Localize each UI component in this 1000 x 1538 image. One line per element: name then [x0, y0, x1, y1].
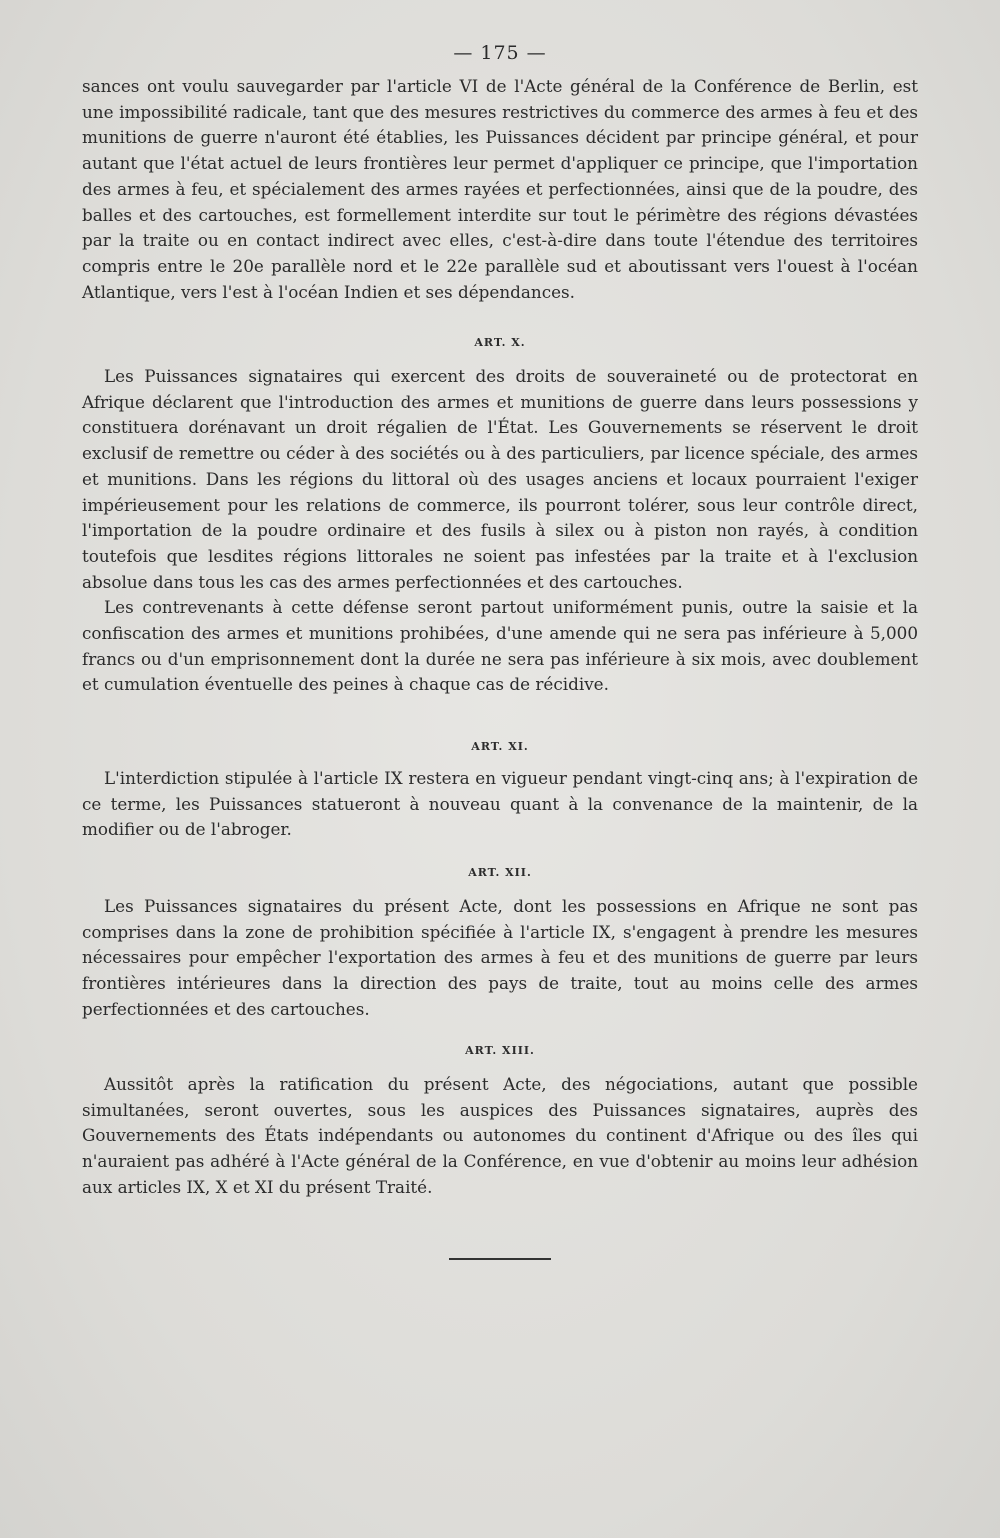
page-number: — 175 —: [453, 42, 547, 64]
article-11-paragraph-1: L'interdiction stipulée à l'article IX restera en vigueur pendant vingt-cinq ans; à l'expiration de ce terme, les Puissances statueront à nouveau quant à la convenance de la maintenir, de la modifier ou de l'abroger.: [82, 768, 918, 840]
article-13-heading: ART. XIII.: [465, 1044, 535, 1057]
intro-paragraph: sances ont voulu sauvegarder par l'article VI de l'Acte général de la Conférence de Berlin, est une impossibilité radicale, tant que des mesures restrictives du commerce des armes à feu et des munitions de guerre n'auront été établies, les Puissances décident par principe général, et pour autant que l'état actuel de leurs frontières leur permet d'appliquer ce principe, que l'importation des armes à feu, et spécialement des armes rayées et perfectionnées, ainsi que de la poudre, des balles et des cartouches, est formellement interdite sur tout le périmètre des régions dévastées par la traite ou en contact indirect avec elles, c'est-à-dire dans toute l'étendue des territoires compris entre le 20e parallèle nord et le 22e parallèle sud et aboutissant vers l'ouest à l'océan Atlantique, vers l'est à l'océan Indien et ses dépendances.: [82, 76, 918, 302]
closing-rule: [449, 1258, 551, 1260]
article-12-paragraph-1: Les Puissances signataires du présent Acte, dont les possessions en Afrique ne sont pas comprises dans la zone de prohibition spécifiée à l'article IX, s'engagent à prendre les mesures nécessaires pour empêcher l'exportation des armes à feu et des munitions de guerre par leurs frontières intérieures dans la direction des pays de traite, tout au moins celle des armes perfectionnées et des cartouches.: [82, 896, 918, 1019]
article-12-heading: ART. XII.: [468, 866, 532, 879]
article-10-heading: ART. X.: [474, 336, 526, 349]
article-10-paragraph-1: Les Puissances signataires qui exercent des droits de souveraineté ou de protectorat en Afrique déclarent que l'introduction des armes et munitions de guerre dans leurs possessions y constituera dorénavant un droit régalien de l'État. Les Gouvernements se réservent le droit exclusif de remettre ou céder à des sociétés ou à des particuliers, par licence spéciale, des armes et munitions. Dans les régions du littoral où des usages anciens et locaux pourraient l'exiger impérieusement pour les relations de commerce, ils pourront tolérer, sous leur contrôle direct, l'importation de la poudre ordinaire et des fusils à silex ou à piston non rayés, à condition toutefois que lesdites régions littorales ne soient pas infestées par la traite et à l'exclusion absolue dans tous les cas des armes perfectionnées et des cartouches.: [82, 366, 918, 592]
article-13-paragraph-1: Aussitôt après la ratification du présent Acte, des négociations, autant que possible simultanées, seront ouvertes, sous les auspices des Puissances signataires, auprès des Gouvernements des États indépendants ou autonomes du continent d'Afrique ou des îles qui n'auraient pas adhéré à l'Acte général de la Conférence, en vue d'obtenir au moins leur adhésion aux articles IX, X et XI du présent Traité.: [82, 1074, 918, 1197]
intro-text: [82, 74, 918, 305]
article-13-body: [82, 1072, 918, 1201]
article-11-body: [82, 766, 918, 843]
article-10-paragraph-2: Les contrevenants à cette défense seront partout uniformément punis, outre la saisie et la confiscation des armes et munitions prohibées, d'une amende qui ne sera pas inférieure à 5,000 francs ou d'un emprisonnement dont la durée ne sera pas inférieure à six mois, avec doublement et cumulation éventuelle des peines à chaque cas de récidive.: [82, 597, 918, 695]
article-10-body: [82, 364, 918, 698]
article-11-heading: ART. XI.: [471, 740, 529, 753]
article-12-body: [82, 894, 918, 1023]
